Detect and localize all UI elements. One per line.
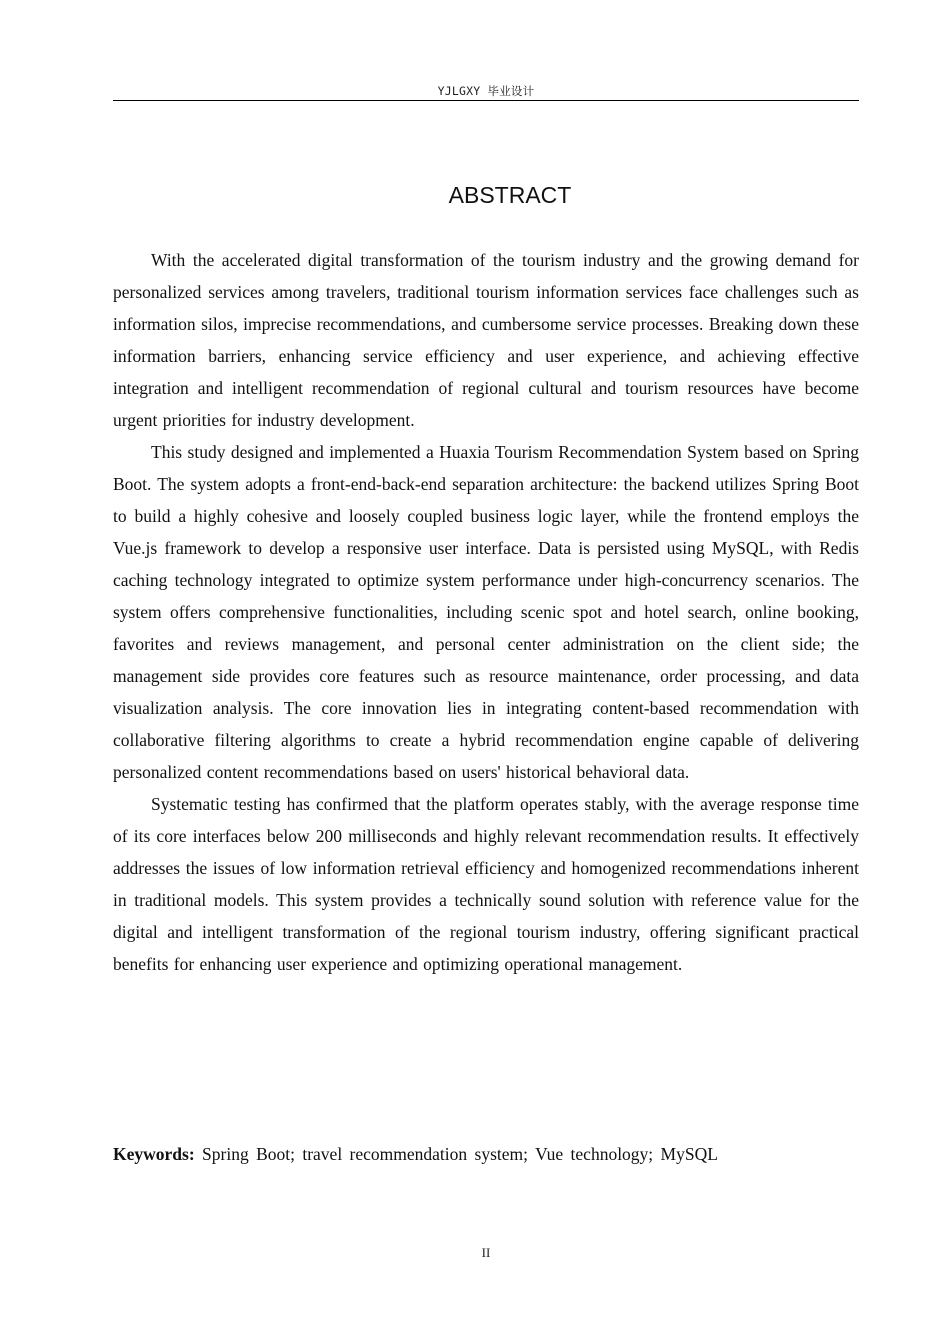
running-header: YJLGXY 毕业设计: [437, 84, 535, 98]
abstract-title: ABSTRACT: [448, 182, 572, 208]
abstract-paragraph-2: This study designed and implemented a Huaxia Tourism Recommendation System based on Spring Boot. The system adopts a front-end-back-end separation architecture: the backend utilizes Spring Boot to build a highly cohesive and loosely coupled business logic layer, while the frontend employs the Vue.js framework to develop a responsive user interface. Data is persisted using MySQL, with Redis caching technology integrated to optimize system performance under high-concurrency scenarios. The system offers comprehensive functionalities, including scenic spot and hotel search, online booking, favorites and reviews management, and personal center administration on the client side; the management side provides core features such as resource maintenance, order processing, and data visualization analysis. The core innovation lies in integrating content-based recommendation with collaborative filtering algorithms to create a hybrid recommendation engine capable of delivering personalized content recommendations based on users' historical behavioral data.: [113, 442, 859, 782]
abstract-body: [113, 244, 859, 980]
keywords-line: [113, 1138, 859, 1170]
page-number: II: [481, 1245, 491, 1260]
header-rule: [113, 100, 859, 101]
keywords-label: Keywords:: [113, 1144, 195, 1164]
abstract-paragraph-1: With the accelerated digital transformation of the tourism industry and the growing demand for personalized services among travelers, traditional tourism information services face challenges such as information silos, imprecise recommendations, and cumbersome service processes. Breaking down these information barriers, enhancing service efficiency and user experience, and achieving effective integration and intelligent recommendation of regional cultural and tourism resources have become urgent priorities for industry development.: [113, 250, 859, 430]
keywords-text: Spring Boot; travel recommendation system; Vue technology; MySQL: [194, 1144, 718, 1164]
abstract-paragraph-3: Systematic testing has confirmed that the platform operates stably, with the average response time of its core interfaces below 200 milliseconds and highly relevant recommendation results. It effectively addresses the issues of low information retrieval efficiency and homogenized recommendations inherent in traditional models. This system provides a technically sound solution with reference value for the digital and intelligent transformation of the regional tourism industry, offering significant practical benefits for enhancing user experience and optimizing operational management.: [113, 794, 859, 974]
